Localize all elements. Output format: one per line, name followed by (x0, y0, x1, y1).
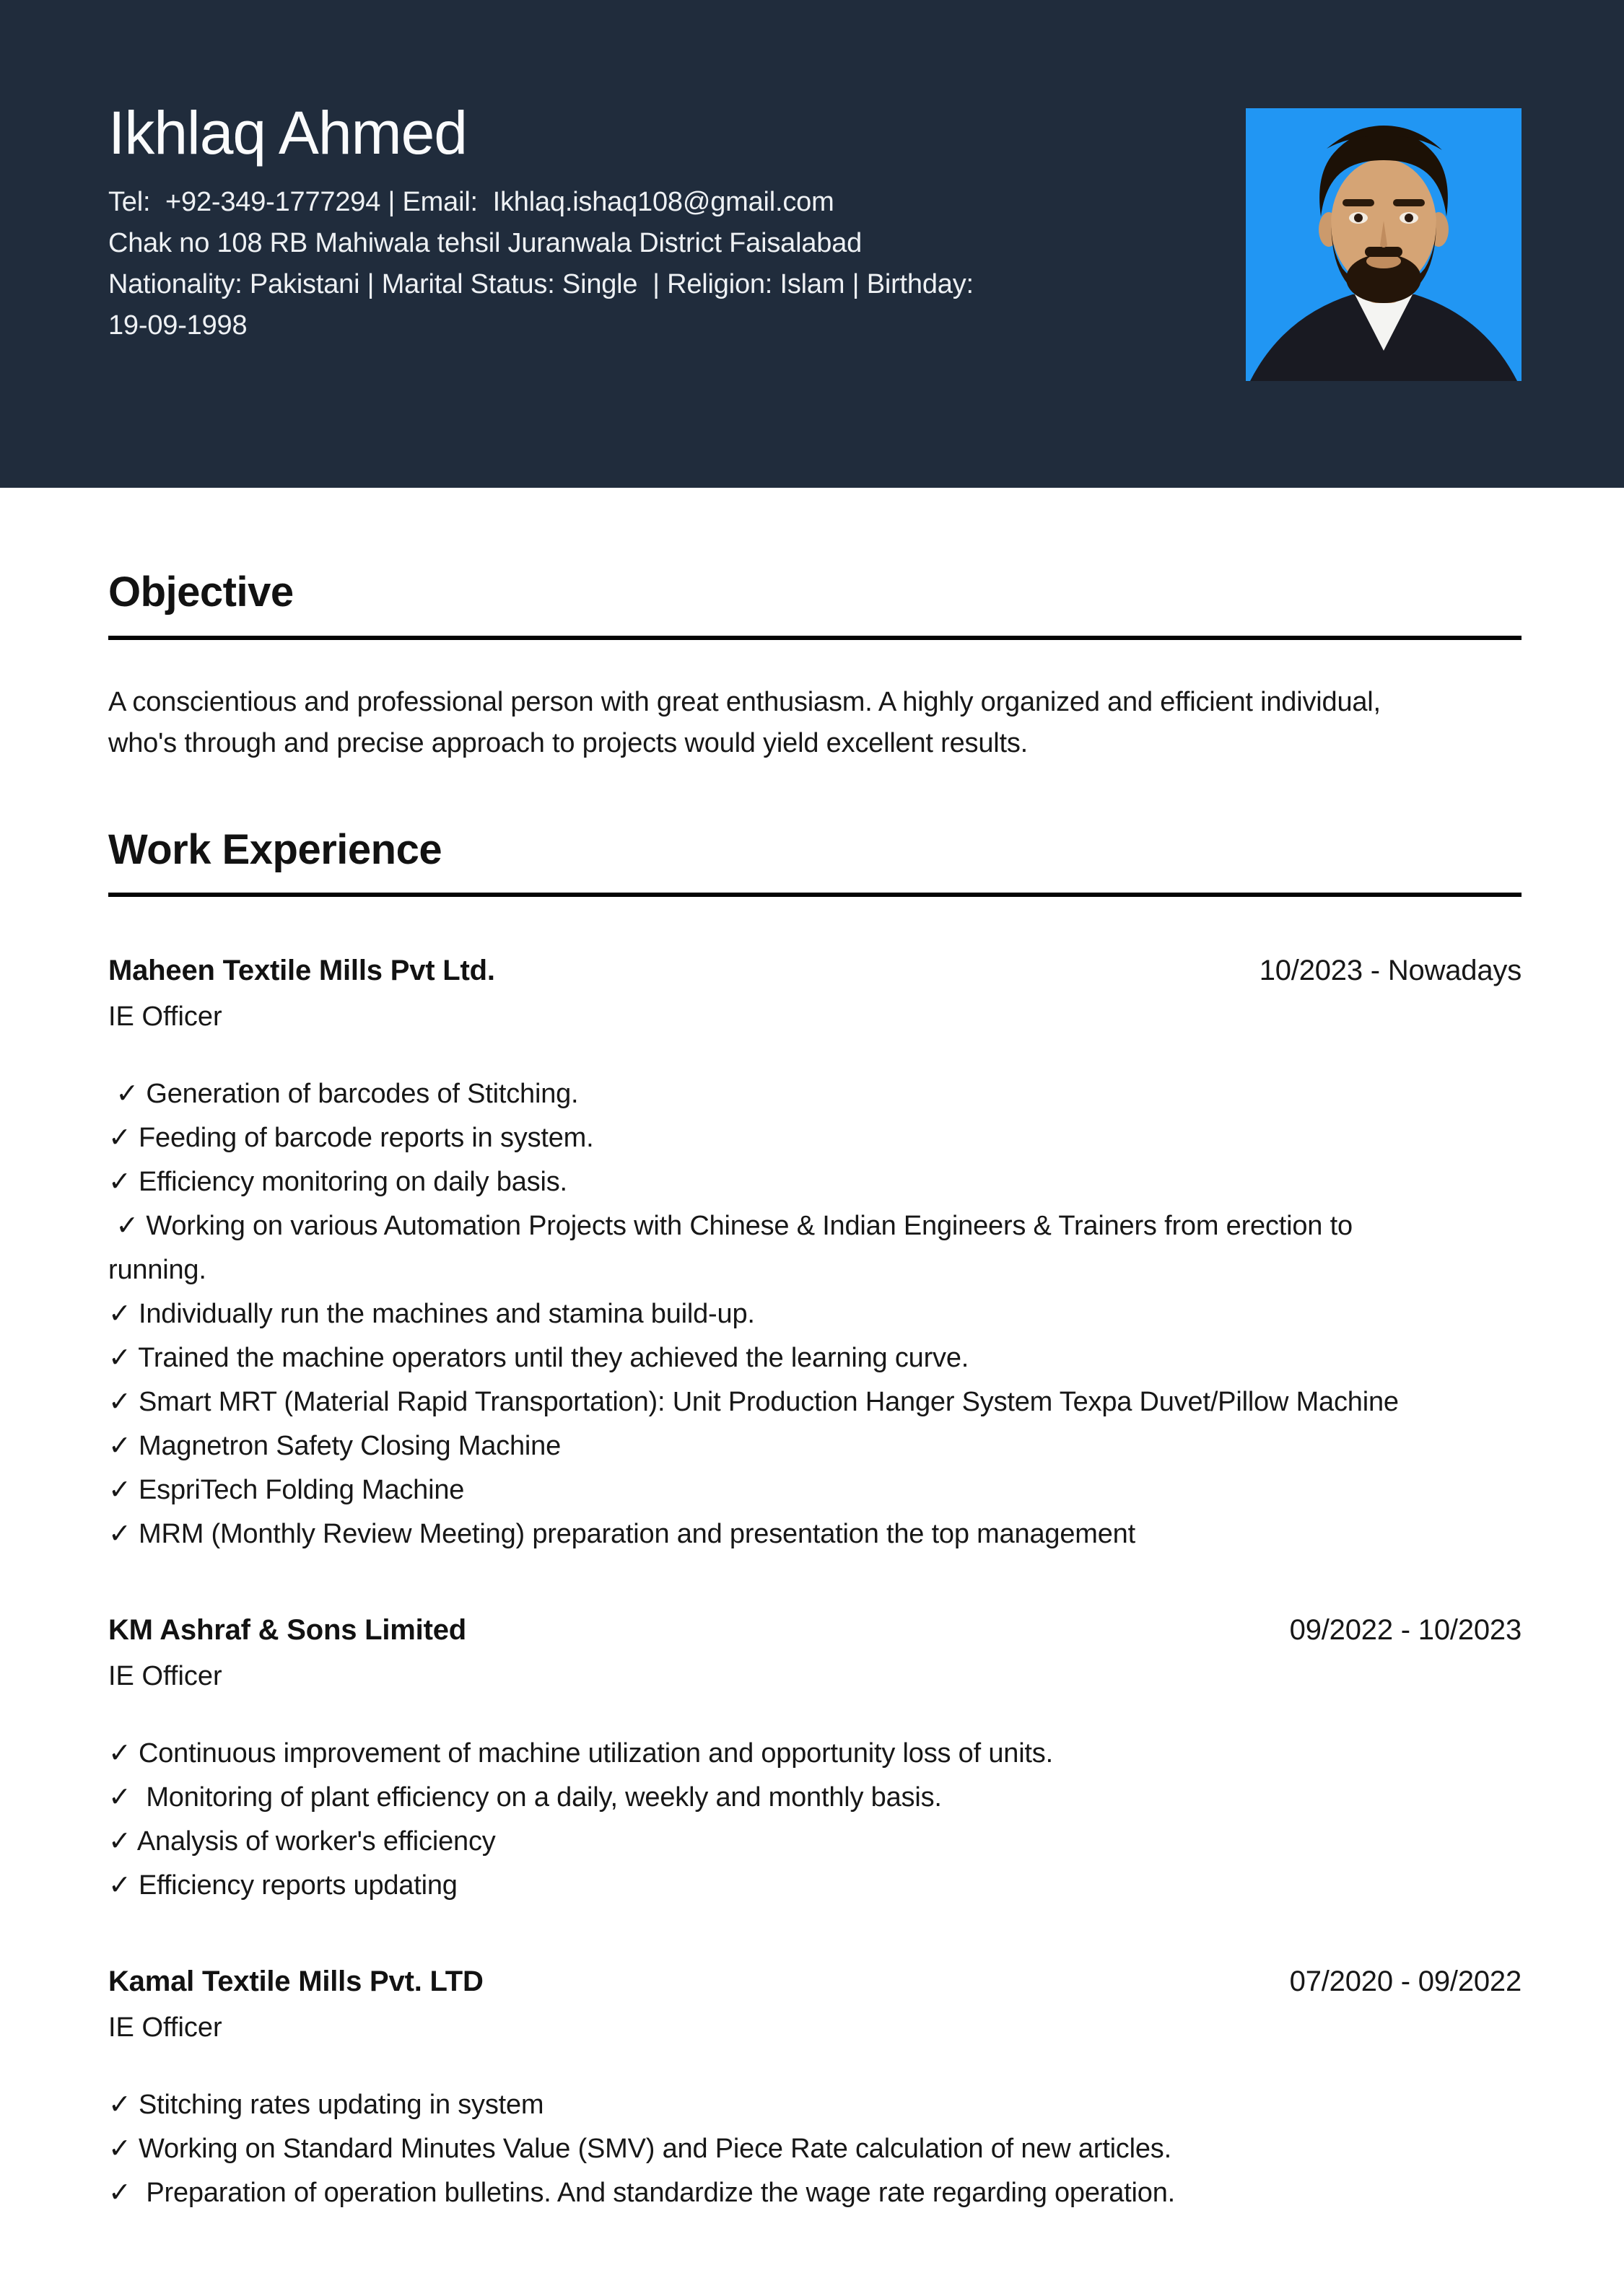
bullet-item: ✓ Generation of barcodes of Stitching. (108, 1079, 579, 1110)
bullet-item: ✓ Working on various Automation Projects with Chinese & Indian Engineers & Trainers from erection to running. (108, 1211, 1361, 1286)
job-period: 07/2020 - 09/2022 (1289, 1966, 1522, 1998)
header-banner (0, 0, 1624, 488)
section-title-objective: Objective (108, 569, 294, 615)
section-title-work-experience: Work Experience (108, 825, 442, 873)
job-period: 09/2022 - 10/2023 (1289, 1614, 1522, 1647)
job-role: IE Officer (108, 1002, 222, 1033)
job-bullets (108, 2083, 1522, 2215)
bullet-item: ✓ Magnetron Safety Closing Machine (108, 1431, 562, 1462)
bullet-item: ✓ Efficiency reports updating (108, 1870, 458, 1901)
company-name: Maheen Textile Mills Pvt Ltd. (108, 955, 495, 987)
contact-line-tel-email: Tel: +92-349-1777294 | Email: Ikhlaq.ishaq108@gmail.com (108, 187, 834, 218)
section-divider (108, 636, 1522, 640)
bullet-item: ✓ Smart MRT (Material Rapid Transportation): Unit Production Hanger System Texpa Duvet/Pillow Machine (108, 1387, 1399, 1418)
contact-line-personal: Nationality: Pakistani | Marital Status: Single | Religion: Islam | Birthday: (108, 269, 974, 300)
objective-text: A conscientious and professional person with great enthusiasm. A highly organized and efficient individual, who's through and precise approach to projects would yield excellent results. (108, 686, 1389, 758)
job-role: IE Officer (108, 1661, 222, 1692)
bullet-item: ✓ MRM (Monthly Review Meeting) preparation and presentation the top management (108, 1519, 1135, 1550)
job-header (108, 955, 1522, 987)
job-header (108, 1614, 1522, 1647)
portrait-photo (1246, 108, 1522, 381)
job-period: 10/2023 - Nowadays (1259, 955, 1522, 987)
contact-line-birthdate: 19-09-1998 (108, 310, 248, 341)
bullet-item: ✓ EspriTech Folding Machine (108, 1475, 465, 1506)
bullet-item: ✓ Continuous improvement of machine utilization and opportunity loss of units. (108, 1738, 1053, 1769)
person-name: Ikhlaq Ahmed (108, 99, 468, 167)
company-name: Kamal Textile Mills Pvt. LTD (108, 1966, 484, 1998)
bullet-item: ✓ Preparation of operation bulletins. And standardize the wage rate regarding operation. (108, 2178, 1176, 2209)
bullet-item: ✓ Monitoring of plant efficiency on a daily, weekly and monthly basis. (108, 1782, 942, 1813)
bullet-item: ✓ Trained the machine operators until they achieved the learning curve. (108, 1343, 969, 1374)
contact-line-address: Chak no 108 RB Mahiwala tehsil Juranwala District Faisalabad (108, 228, 863, 259)
job-role: IE Officer (108, 2012, 222, 2043)
job-entry (108, 1614, 1522, 1908)
job-header (108, 1966, 1522, 1998)
main-content (0, 569, 1624, 2215)
bullet-item: ✓ Analysis of worker's efficiency (108, 1826, 496, 1857)
bullet-item: ✓ Stitching rates updating in system (108, 2090, 544, 2121)
bullet-item: ✓ Working on Standard Minutes Value (SMV) and Piece Rate calculation of new articles. (108, 2134, 1171, 2165)
section-divider (108, 893, 1522, 897)
job-bullets (108, 1732, 1522, 1908)
bullet-item: ✓ Efficiency monitoring on daily basis. (108, 1167, 567, 1198)
bullet-item: ✓ Individually run the machines and stamina build-up. (108, 1299, 755, 1330)
bullet-item: ✓ Feeding of barcode reports in system. (108, 1123, 594, 1154)
job-entry (108, 955, 1522, 1556)
job-entry (108, 1966, 1522, 2215)
company-name: KM Ashraf & Sons Limited (108, 1614, 466, 1647)
job-bullets (108, 1072, 1522, 1556)
